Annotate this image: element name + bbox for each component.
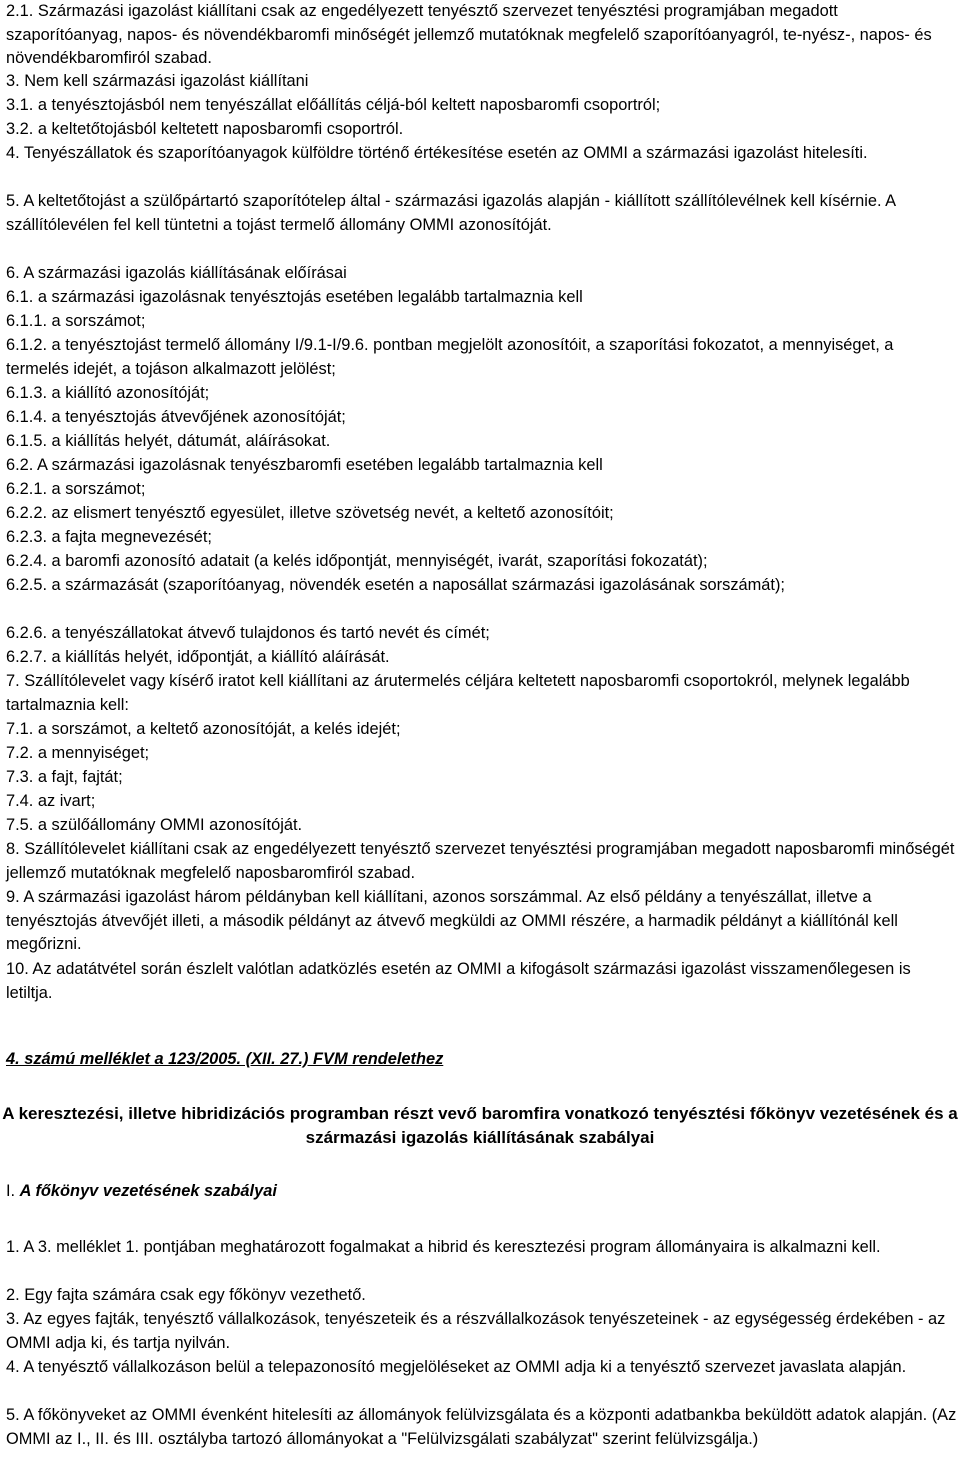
paragraph-7-5: 7.5. a szülőállomány OMMI azonosítóját. xyxy=(6,816,303,834)
section-number: I. xyxy=(6,1182,16,1200)
paragraph-7: 7. Szállítólevelet vagy kísérő iratot kell kiállítani az árutermelés céljára keltetett naposbaromfi csoportokról, melynek legalább tartalmaznia kell: xyxy=(6,672,910,714)
paragraph-6-2-1: 6.2.1. a sorszámot; xyxy=(6,480,146,498)
paragraph-6-2-2: 6.2.2. az elismert tenyésztő egyesület, illetve szövetség nevét, a keltető azonosítóit; xyxy=(6,504,614,522)
paragraph-3-2: 3.2. a keltetőtojásból keltetett naposbaromfi csoportról. xyxy=(6,120,404,138)
paragraph-6-1-3: 6.1.3. a kiállító azonosítóját; xyxy=(6,384,210,402)
rule-4: 4. A tenyésztő vállalkozáson belül a telepazonosító megjelöléseket az OMMI adja ki a tenyésztő szervezet javaslata alapján. xyxy=(6,1358,907,1376)
rule-3: 3. Az egyes fajták, tenyésztő vállalkozások, tenyészeteik és a részvállalkozások tenyészeteinek - az egységesség érdekében - az OMMI adja ki, és tartja nyilván. xyxy=(6,1310,946,1352)
rule-5: 5. A főkönyveket az OMMI évenként hitelesíti az állományok felülvizsgálata és a központi adatbankba beküldött adatok alapján. (Az OMMI az I., II. és III. osztályba tartozó állományokat a "Felülvizsgálati szabályzat" szerint felülvizsgálja.) xyxy=(6,1406,957,1448)
paragraph-7-2: 7.2. a mennyiséget; xyxy=(6,744,150,762)
paragraph-6-2-7: 6.2.7. a kiállítás helyét, időpontját, a kiállító aláírását. xyxy=(6,648,390,666)
paragraph-4: 4. Tenyészállatok és szaporítóanyagok külföldre történő értékesítése esetén az OMMI a származási igazolást hitelesíti. xyxy=(6,144,868,162)
paragraph-9: 9. A származási igazolást három példányban kell kiállítani, azonos sorszámmal. Az első példány a tenyészállat, illetve a tenyésztojás átvevőjét illeti, a második példányt az átvevő megküldi az OMMI részére, a harmadik példányt a kiállítónál kell megőrizni. xyxy=(6,888,898,953)
paragraph-6-2: 6.2. A származási igazolásnak tenyészbaromfi esetében legalább tartalmaznia kell xyxy=(6,456,603,474)
paragraph-6-1-1: 6.1.1. a sorszámot; xyxy=(6,312,146,330)
paragraph-6-2-6: 6.2.6. a tenyészállatokat átvevő tulajdonos és tartó nevét és címét; xyxy=(6,624,490,642)
paragraph-6-2-4: 6.2.4. a baromfi azonosító adatait (a kelés időpontját, mennyiségét, ivarát, szaporítási fokozatát); xyxy=(6,552,708,570)
paragraph-3: 3. Nem kell származási igazolást kiállítani xyxy=(6,72,309,90)
rule-1: 1. A 3. melléklet 1. pontjában meghatározott fogalmakat a hibrid és keresztezési program állományaira is alkalmazni kell. xyxy=(6,1238,881,1256)
paragraph-7-4: 7.4. az ivart; xyxy=(6,792,96,810)
paragraph-6-1-4: 6.1.4. a tenyésztojás átvevőjének azonosítóját; xyxy=(6,408,346,426)
paragraph-6: 6. A származási igazolás kiállításának előírásai xyxy=(6,264,347,282)
section-heading xyxy=(6,1180,958,1204)
paragraph-7-3: 7.3. a fajt, fajtát; xyxy=(6,768,123,786)
annex-title: A keresztezési, illetve hibridizációs programban részt vevő baromfira vonatkozó tenyésztési főkönyv vezetésének és a származási igazolás kiállításának szabályai xyxy=(2,1104,958,1147)
annex-heading: 4. számú melléklet a 123/2005. (XII. 27.) FVM rendelethez xyxy=(6,1050,444,1068)
paragraph-10: 10. Az adatátvétel során észlelt valótlan adatközlés esetén az OMMI a kifogásolt származási igazolást visszamenőlegesen is letiltja. xyxy=(6,960,911,1002)
section-title: A főkönyv vezetésének szabályai xyxy=(19,1182,277,1200)
paragraph-6-2-3: 6.2.3. a fajta megnevezését; xyxy=(6,528,212,546)
paragraph-5: 5. A keltetőtojást a szülőpártartó szaporítótelep által - származási igazolás alapján - kiállított szállítólevélnek kell kísérnie. A szállítólevélen fel kell tüntetni a tojást termelő állomány OMMI azonosítóját. xyxy=(6,192,896,234)
paragraph-6-1-5: 6.1.5. a kiállítás helyét, dátumát, aláírásokat. xyxy=(6,432,331,450)
paragraph-2-1: 2.1. Származási igazolást kiállítani csak az engedélyezett tenyésztő szervezet tenyésztési programjában megadott szaporítóanyag, napos- és növendékbaromfi minőségét jellemző mutatóknak megfelelő szaporítóanyagról, te-nyész-, napos- és növendékbaromfiról szabad. xyxy=(6,2,932,67)
paragraph-7-1: 7.1. a sorszámot, a keltető azonosítóját, a kelés idejét; xyxy=(6,720,401,738)
paragraph-6-1: 6.1. a származási igazolásnak tenyésztojás esetében legalább tartalmaznia kell xyxy=(6,288,583,306)
rule-2: 2. Egy fajta számára csak egy főkönyv vezethető. xyxy=(6,1286,366,1304)
paragraph-6-2-5: 6.2.5. a származását (szaporítóanyag, növendék esetén a naposállat származási igazolásának sorszámát); xyxy=(6,576,785,594)
paragraph-6-1-2: 6.1.2. a tenyésztojást termelő állomány I/9.1-I/9.6. pontban megjelölt azonosítóit, a szaporítási fokozatot, a mennyiséget, a termelés idejét, a tojáson alkalmazott jelölést; xyxy=(6,336,894,378)
paragraph-8: 8. Szállítólevelet kiállítani csak az engedélyezett tenyésztő szervezet tenyésztési programjában megadott naposbaromfi minőségét jellemző mutatóknak megfelelő naposbaromfiról szabad. xyxy=(6,840,955,882)
paragraph-3-1: 3.1. a tenyésztojásból nem tenyészállat előállítás céljá-ból keltett naposbaromfi csoportról; xyxy=(6,96,661,114)
